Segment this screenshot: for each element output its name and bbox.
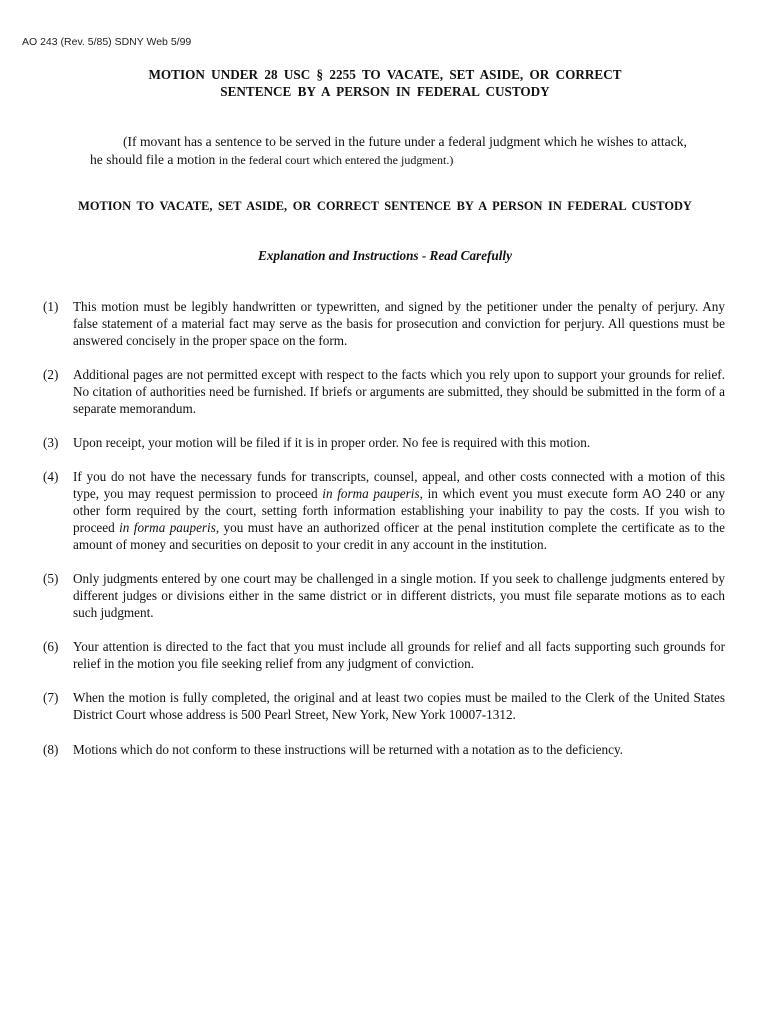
instructions-heading: Explanation and Instructions - Read Carefully [258,248,512,263]
item-text: Only judgments entered by one court may be challenged in a single motion. If you seek to challenge judgments entered by different judges or divisions either in the same district or in different districts, you must file separate motions as to each such judgment. [73,571,725,620]
motion-subtitle: MOTION TO VACATE, SET ASIDE, OR CORRECT SENTENCE BY A PERSON IN FEDERAL CUSTODY [78,199,692,213]
item-text-part: If you do not have the necessary funds for transcripts, counsel, appeal, and other costs connected with a motion of this type, you may request permission to proceed [73,469,725,501]
item-text: When the motion is fully completed, the original and at least two copies must be mailed to the Clerk of the United States District Court whose address is 500 Pearl Street, New York, New York 10007-1312. [73,690,725,722]
item-text: Motions which do not conform to these instructions will be returned with a notation as to the deficiency. [73,742,623,757]
item-text [73,468,725,553]
item-number: (7) [43,690,59,705]
item-text-part: , in which event you must execute form AO 240 or any other form required by the court, setting forth information establishing your inability to pay the costs. If you wish to proceed [73,486,726,535]
movant-note [90,133,730,169]
note-line-1: (If movant has a sentence to be served in the future under a federal judgment which he wishes to attack, [123,134,687,149]
item-number: (3) [43,435,59,450]
item-number: (8) [43,742,59,757]
document-title [0,66,770,100]
note-line-2-b: in the federal court which entered the judgment.) [218,153,454,167]
item-text: Your attention is directed to the fact that you must include all grounds for relief and all facts supporting such grounds for relief in the motion you file seeking relief from any judgment of conviction. [73,639,725,671]
item-text: Additional pages are not permitted except with respect to the facts which you rely upon to support your grounds for relief. No citation of authorities need be furnished. If briefs or arguments are submitted, they should be submitted in the form of a separate memorandum. [73,367,725,416]
item-number: (4) [43,469,59,484]
item-number: (6) [43,639,59,654]
form-identifier: AO 243 (Rev. 5/85) SDNY Web 5/99 [22,36,192,48]
note-line-2 [90,151,730,169]
item-text-italic: in forma pauperis [322,486,420,501]
note-line-2-a: he should file a motion [90,152,219,167]
item-number: (2) [43,367,59,382]
item-text-part: , you must have an authorized officer at the penal institution complete the certificate as to the amount of money and securities on deposit to your credit in any account in the institution. [73,520,726,552]
title-line-2: SENTENCE BY A PERSON IN FEDERAL CUSTODY [220,84,550,99]
title-line-1: MOTION UNDER 28 USC § 2255 TO VACATE, SET ASIDE, OR CORRECT [148,67,622,82]
item-text: Upon receipt, your motion will be filed if it is in proper order. No fee is required with this motion. [73,435,591,450]
item-number: (1) [43,299,59,314]
item-text: This motion must be legibly handwritten or typewritten, and signed by the petitioner under the penalty of perjury. Any false statement of a material fact may serve as the basis for prosecution and conviction for perjury. All questions must be answered concisely in the proper space on the form. [73,299,725,348]
item-number: (5) [43,571,59,586]
item-text-italic: in forma pauperis [119,520,216,535]
